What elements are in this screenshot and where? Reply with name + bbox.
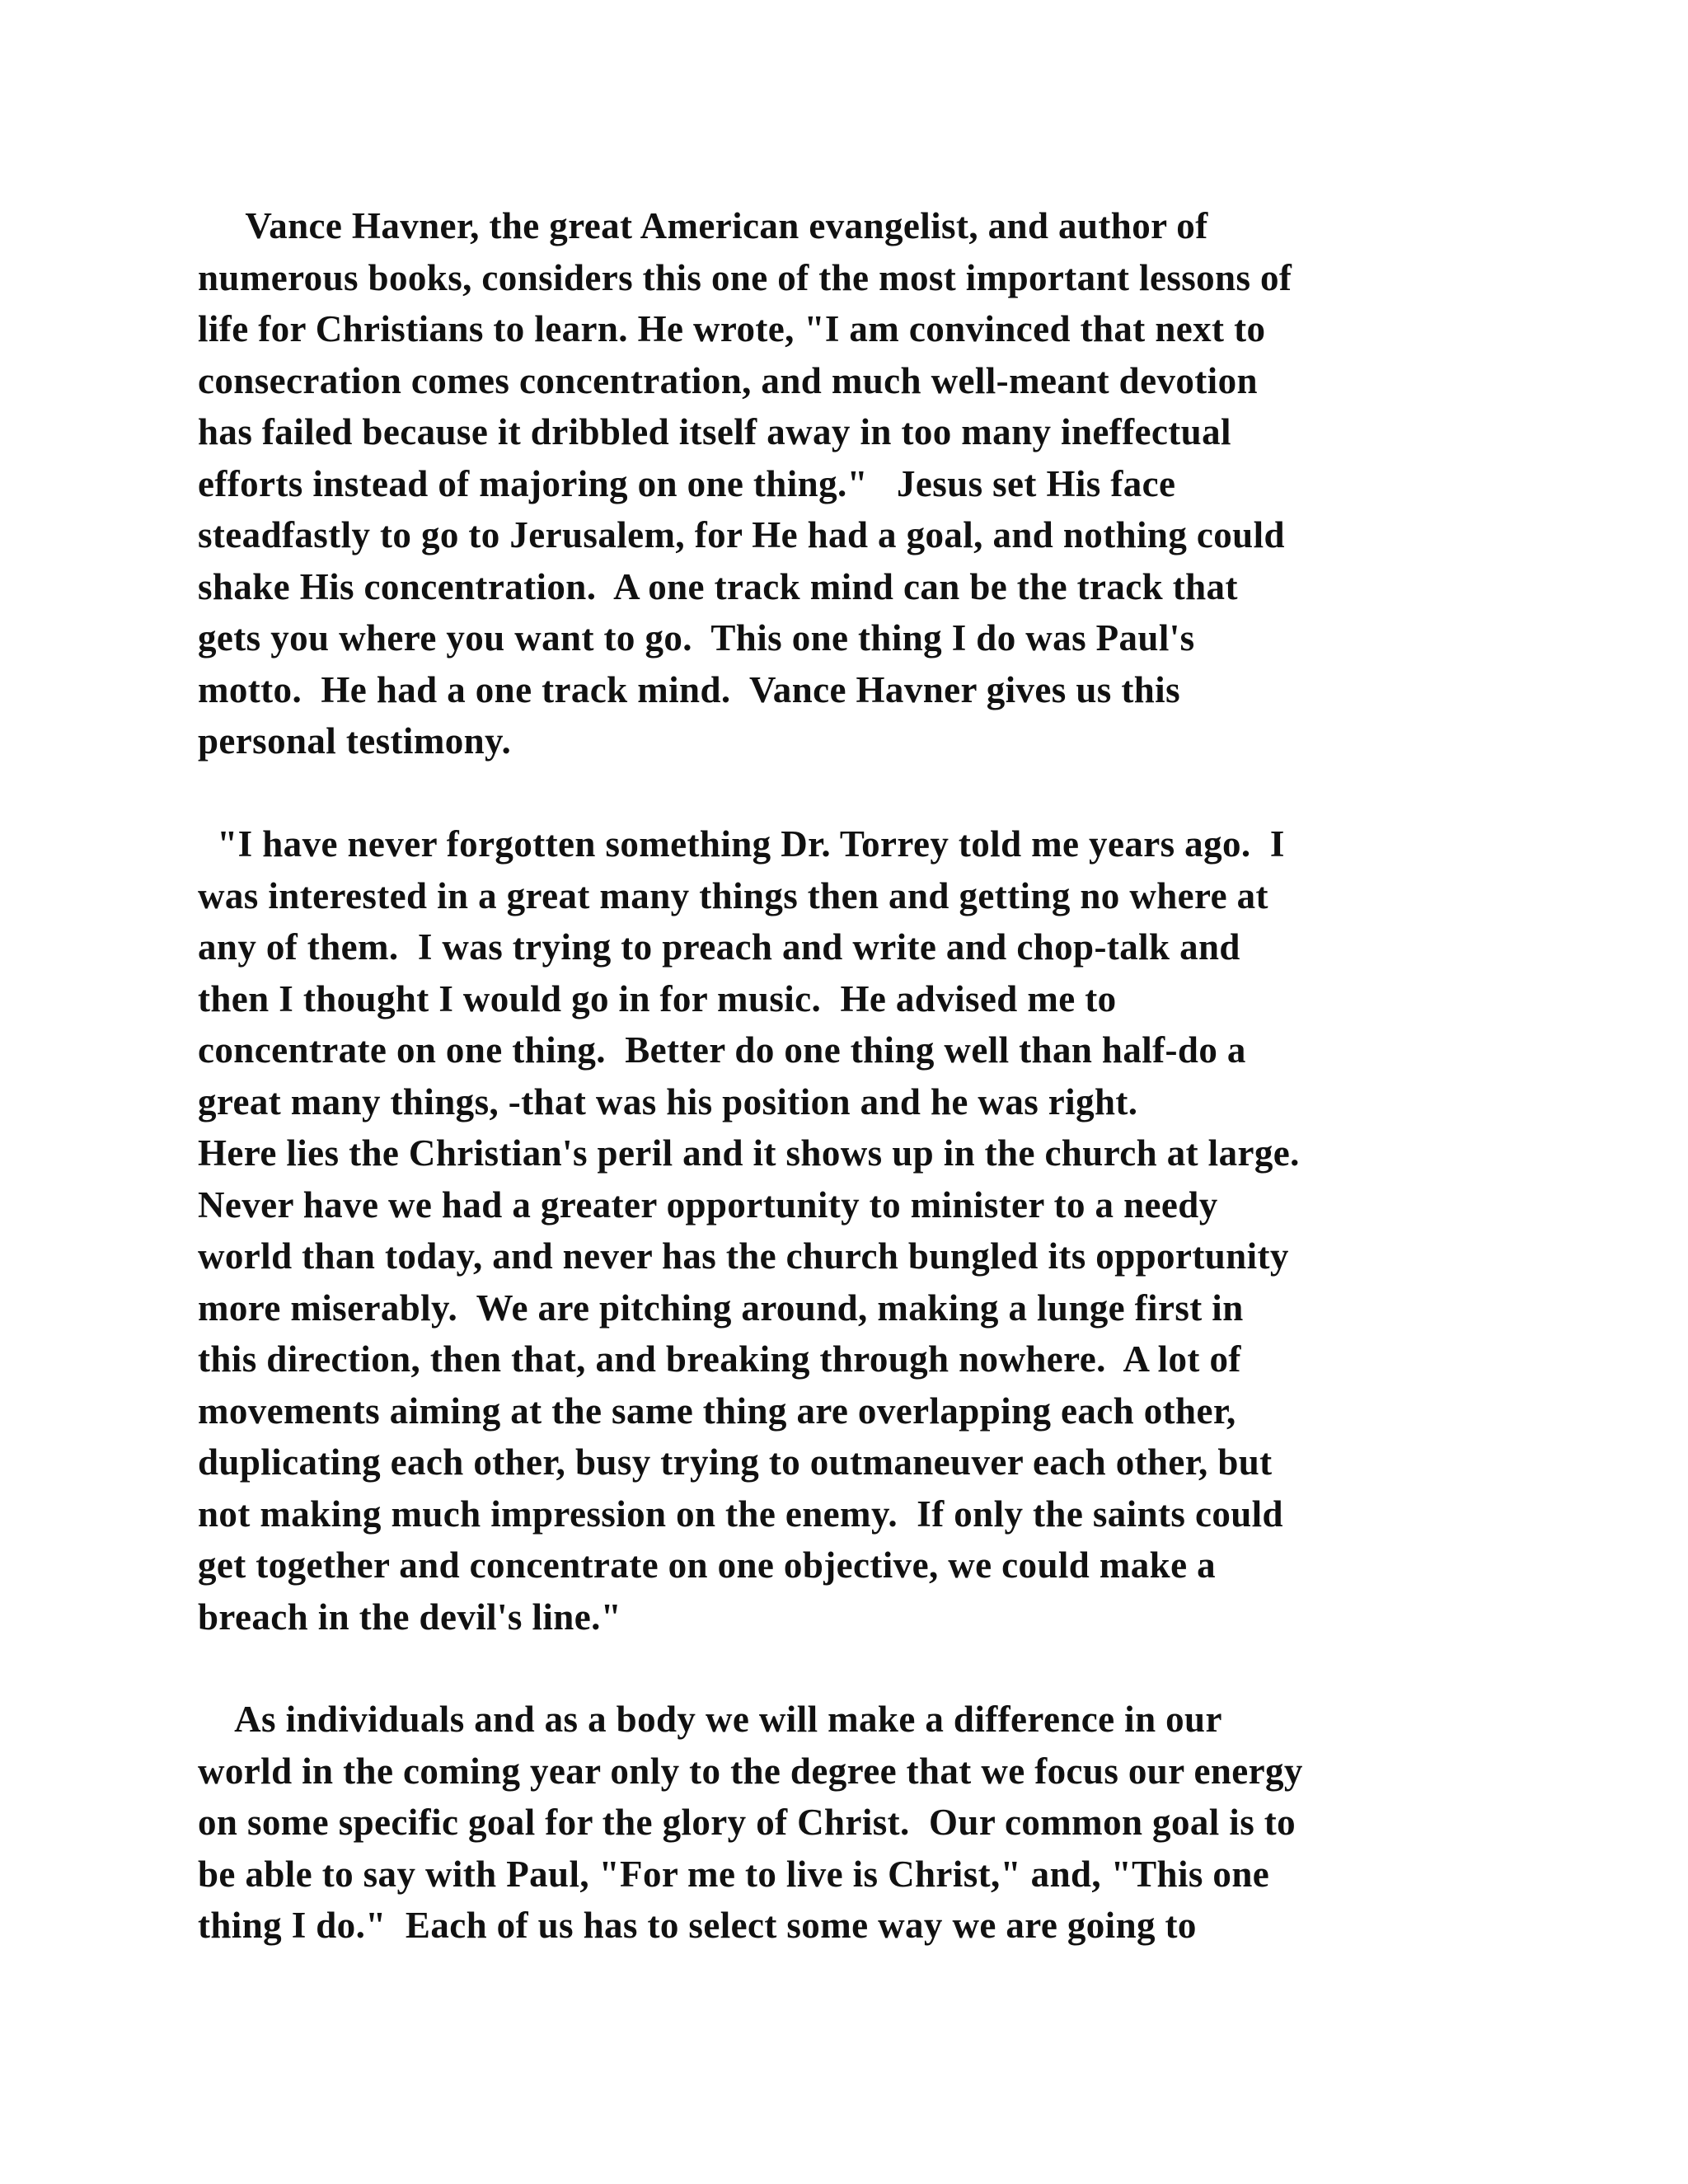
paragraph-3-line: world in the coming year only to the degree that we focus our energy: [198, 1750, 1303, 1792]
paragraph-1-line: has failed because it dribbled itself away in too many ineffectual: [198, 411, 1231, 452]
paragraph-1: [198, 200, 1500, 767]
paragraph-2-line: duplicating each other, busy trying to outmaneuver each other, but: [198, 1441, 1273, 1483]
paragraph-1-line: Vance Havner, the great American evangelist, and author of: [198, 205, 1208, 246]
paragraph-2: [198, 818, 1500, 1643]
paragraph-1-line: personal testimony.: [198, 720, 512, 762]
paragraph-1-line: steadfastly to go to Jerusalem, for He had a goal, and nothing could: [198, 514, 1285, 555]
paragraph-2-line: world than today, and never has the church bungled its opportunity: [198, 1235, 1289, 1277]
paragraph-1-line: life for Christians to learn. He wrote, "I am convinced that next to: [198, 308, 1266, 349]
paragraph-2-line: great many things, -that was his position and he was right.: [198, 1080, 1138, 1122]
paragraph-1-line: shake His concentration. A one track mind can be the track that: [198, 565, 1238, 607]
paragraph-2-line: more miserably. We are pitching around, making a lunge first in: [198, 1286, 1244, 1329]
paragraph-3-line: on some specific goal for the glory of Christ. Our common goal is to: [198, 1802, 1296, 1843]
paragraph-1-line: gets you where you want to go. This one thing I do was Paul's: [198, 617, 1195, 658]
paragraph-2-line: breach in the devil's line.": [198, 1596, 622, 1638]
paragraph-3-line: thing I do." Each of us has to select some way we are going to: [198, 1905, 1197, 1946]
paragraph-2-line: get together and concentrate on one objective, we could make a: [198, 1544, 1216, 1586]
paragraph-2-line: then I thought I would go in for music. He advised me to: [198, 977, 1117, 1019]
paragraph-2-line: Here lies the Christian's peril and it shows up in the church at large.: [198, 1132, 1300, 1174]
paragraph-2-line: Never have we had a greater opportunity to minister to a needy: [198, 1183, 1218, 1226]
paragraph-3: [198, 1694, 1500, 1952]
paragraph-2-line: was interested in a great many things then and getting no where at: [198, 874, 1268, 916]
paragraph-2-line: this direction, then that, and breaking through nowhere. A lot of: [198, 1338, 1241, 1380]
paragraph-3-line: be able to say with Paul, "For me to live is Christ," and, "This one: [198, 1853, 1270, 1895]
paragraph-2-line: concentrate on one thing. Better do one thing well than half-do a: [198, 1029, 1246, 1071]
paragraph-2-line: any of them. I was trying to preach and write and chop-talk and: [198, 926, 1240, 968]
paragraph-2-line: "I have never forgotten something Dr. Torrey told me years ago. I: [198, 823, 1285, 865]
paragraph-2-line: not making much impression on the enemy. If only the saints could: [198, 1493, 1283, 1535]
paragraph-2-line: movements aiming at the same thing are overlapping each other,: [198, 1390, 1236, 1432]
paragraph-1-line: motto. He had a one track mind. Vance Havner gives us this: [198, 668, 1180, 710]
paragraph-1-line: consecration comes concentration, and much well-meant devotion: [198, 359, 1258, 401]
paragraph-3-line: As individuals and as a body we will make a difference in our: [198, 1699, 1222, 1740]
paragraph-1-line: numerous books, considers this one of the most important lessons of: [198, 256, 1292, 298]
paragraph-1-line: efforts instead of majoring on one thing." Jesus set His face: [198, 462, 1176, 504]
